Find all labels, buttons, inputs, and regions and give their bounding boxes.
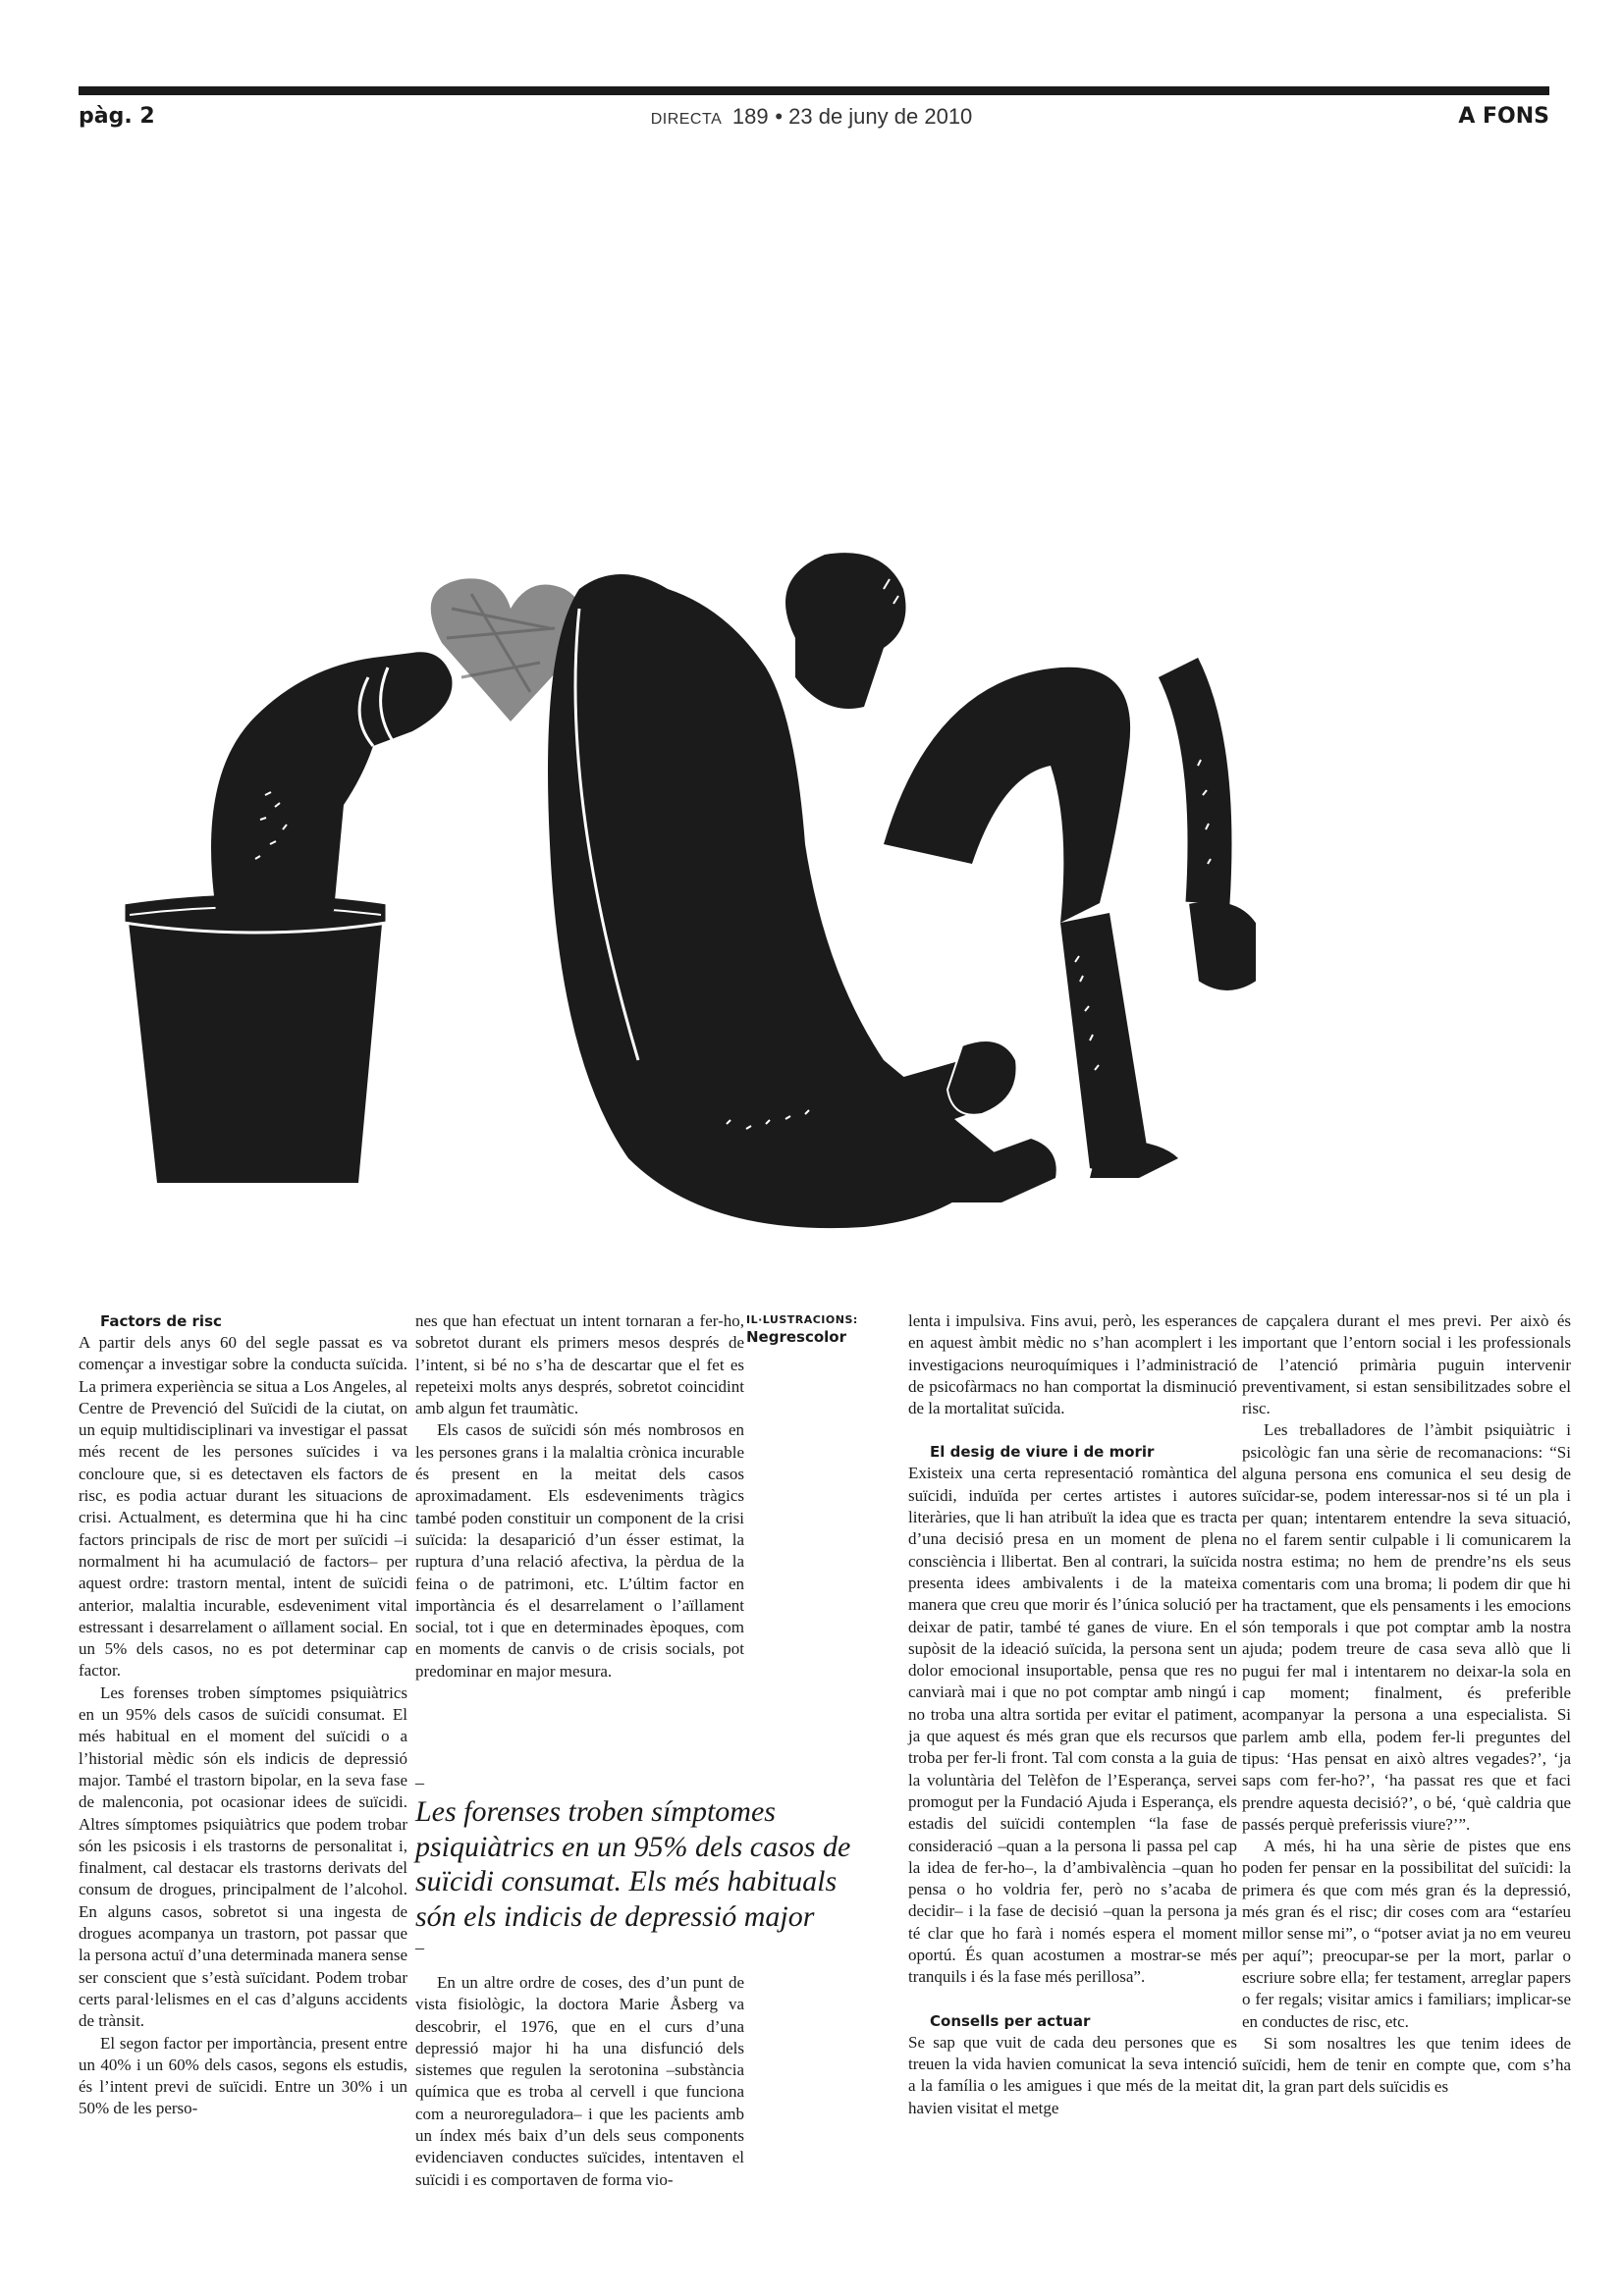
subheading-factors: Factors de risc: [100, 1312, 222, 1330]
column-1: [79, 1310, 407, 2120]
column-4: [1242, 1310, 1571, 2099]
figure-head: [785, 553, 906, 709]
paragraph: Les treballadores de l’àmbit psiquiàtric i psicològic fan una sèrie de recomanacions: “Si alguna persona ens comunica el seu desig de suïcidar-se, podem interessar-nos si té un pla i per quan; intentarem entendre la seva situació, no el farem sentir culpable i li comunicarem la nostra estima; no hem de prendre’ns els seus comentaris com una broma; li podem dir que hi ha tractament, que els pensaments i les emocions són temporals i que pot comptar amb la nostra ajuda; podem treure de casa seva allò que li pugui fer mal i intentarem no deixar-la sola en cap moment; finalment, és preferible acompanyar la persona a una especialista. Si parlem amb ella, podem fer-li preguntes del tipus: ‘Has pensat en això altres vegades?’, ‘ja saps com fer-ho?’, ‘ha passat res que et faci prendre aquesta decisió?’, o bé, ‘què caldria que passés perquè preferissis viure?’”.: [1242, 1420, 1571, 1834]
pull-quote-text: Les forenses troben símptomes psiquiàtrics en un 95% dels casos de suïcidi consumat. Els més habituals són els indicis de depressió major: [415, 1795, 851, 1933]
arm: [211, 652, 453, 911]
credit-name: Negrescolor: [746, 1328, 847, 1346]
column-2-continued: [415, 1972, 744, 2191]
paragraph: A més, hi ha una sèrie de pistes que ens poden fer pensar en la possibilitat del suïcidi: la primera és que com més gran és la depressió, més gran és el risc; dir coses com ara “estaríeu millor sense mi”, o “potser aviat ja no em veureu per aquí”; preocupar-se per la mort, parlar o escriure sobre ella; fer testament, arreglar papers o fer regals; visitar amics i familiars; implicar-se en conductes de risc, etc.: [1242, 1837, 1571, 2031]
masthead-line: [0, 102, 1623, 134]
bucket: [128, 913, 383, 1183]
pull-quote-dash: –: [415, 1773, 424, 1792]
subheading-consells: Consells per actuar: [930, 2011, 1091, 2030]
credit-label: IL·LUSTRACIONS:: [746, 1313, 858, 1326]
paragraph: Si som nosaltres les que tenim idees de suïcidi, hem de tenir en compte que, com s’ha dit, la gran part dels suïcidis es: [1242, 2033, 1571, 2097]
header-rule: [79, 86, 1549, 95]
paragraph: Existeix una certa representació romàntica del suïcidi, induïda per certes artistes i autores literàries, que li han atribuït la idea que es tracta d’una decisió presa en un moment de plena consciència i llibertat. Ben al contrari, la suïcida presenta idees ambivalents i de la mateixa manera que creu que morir és l’única solució per deixar de patir, també té ganes de viure. En el supòsit de la ideació suïcida, la persona sent un dolor emocional insuportable, pensa que res no canviarà mai i que no pot comptar amb ningú i no troba una altra sortida per evitar el patiment, ja que aquest és més gran que els recursos que troba per fer-li front. Tal com consta a la guia de la voluntària del Telèfon de l’Esperança, servei promogut per la Fundació Ajuda i Esperança, els estadis del suïcidi contemplen “la fase de consideració –quan a la persona li passa pel cap la idea de fer-ho–, la d’ambivalència –quan ho pensa o ho voldria fer, però no s’acaba de decidir– i la fase de decisió –quan la persona ja té clar que ho farà i només espera el moment oportú. És quan acostumen a mostrar-se més tranquils i és la fase més perillosa”.: [908, 1464, 1237, 1987]
paragraph: de capçalera durant el mes previ. Per això és important que l’entorn social i les professionals de l’atenció primària puguin intervenir preventivament, si estan sensibilitzades sobre el risc.: [1242, 1311, 1571, 1418]
pull-quote: [415, 1775, 859, 1955]
column-2: [415, 1310, 744, 1682]
illustration: [118, 550, 1561, 1256]
paragraph: Els casos de suïcidi són més nombrosos en les persones grans i la malaltia crònica incurable és present en la meitat dels casos aproximadament. Els esdeveniments tràgics també poden constituir un component de la crisi suïcida: la desaparició d’un ésser estimat, la ruptura d’una relació afectiva, la pèrdua de la feina o de patrimoni, etc. L’últim factor en importància és el desarrelament o l’aïllament social, tot i que en determinades èpoques, com en moments de canvis o de crisis socials, pot predominar en major mesura.: [415, 1420, 744, 1681]
column-3: [908, 1310, 1237, 2119]
paragraph: En un altre ordre de coses, des d’un punt de vista fisiològic, la doctora Marie Åsberg va descobrir, el 1976, que en el curs d’una depressió major hi ha una disfunció dels sistemes que regulen la serotonina –substància química que es troba al cervell i que funciona com a neuroreguladora– i que les pacients amb un índex més baix d’un dels seus components evidenciaven conductes suïcides, intentaven el suïcidi i es comportaven de forma vio-: [415, 1973, 744, 2189]
publication-name: DIRECTA: [650, 111, 723, 128]
paragraph: Se sap que vuit de cada deu persones que es treuen la vida havien comunicat la seva intenció a la família o les amigues i que més de la meitat havien visitat el metge: [908, 2032, 1237, 2117]
pull-quote-dash: –: [415, 1938, 424, 1957]
page-number: pàg. 2: [79, 104, 155, 129]
issue-number: 189: [731, 104, 769, 129]
illustration-credit: [746, 1312, 893, 1346]
subheading-desig: El desig de viure i de morir: [930, 1443, 1155, 1462]
paragraph: A partir dels anys 60 del segle passat es va començar a investigar sobre la conducta suïcida. La primera experiència se situa a Los Angeles, al Centre de Prevenció del Suïcidi de la ciutat, on un equip multidisciplinari va investigar el passat més recent de les persones suïcides i va concloure que, si es detectaven els factors de risc, es podia actuar durant les situacions de crisi. Actualment, es determina que hi ha cinc factors principals de risc de mort per suïcidi –i normalment hi ha acumulació de factors– per aquest ordre: trastorn mental, intent de suïcidi anterior, malaltia incurable, esdeveniment vital estressant i desarrelament o aïllament social. En un 5% dels casos, no es pot determinar cap factor.: [79, 1333, 407, 1681]
section-name: A FONS: [1458, 104, 1549, 129]
paragraph: Les forenses troben símptomes psiquiàtrics en un 95% dels casos de suïcidi consumat. El més habitual en el moment del suïcidi o a l’historial mèdic són els indicis de depressió major. També el trastorn bipolar, en la seva fase de malenconia, pot ocasionar idees de suïcidi. Altres símptomes psiquiàtrics que podem trobar són les psicosis i els trastorns de personalitat i, finalment, cal destacar els trastorns derivats del consum de drogues, principalment de l’alcohol. En alguns casos, sobretot si una ingesta de drogues acompanya un trastorn, pot passar que la persona actuï d’una determinada manera sense ser conscient que s’està suïcidant. Podem trobar certs paral·lelismes en el cas d’alguns accidents de trànsit.: [79, 1682, 407, 2031]
figure-leg: [884, 667, 1130, 923]
paragraph: nes que han efectuat un intent tornaran a fer-ho, sobretot durant els primers mesos després de l’intent, si bé no s’ha de descartar que el fet es repeteixi molts anys després, sobretot coincidint amb algun fet traumàtic.: [415, 1311, 744, 1418]
issue-date: • 23 de juny de 2010: [775, 104, 973, 129]
paragraph: lenta i impulsiva. Fins avui, però, les esperances en aquest àmbit mèdic no s’han acomplert i les investigacions neuroquímiques i l’administració de psicofàrmacs no han comportat la disminució de la mortalitat suïcida.: [908, 1311, 1237, 1418]
paragraph: El segon factor per importància, present entre un 40% i un 60% dels casos, segons els estudis, és l’intent previ de suïcidi. Entre un 30% i un 50% de les perso-: [79, 2033, 407, 2118]
